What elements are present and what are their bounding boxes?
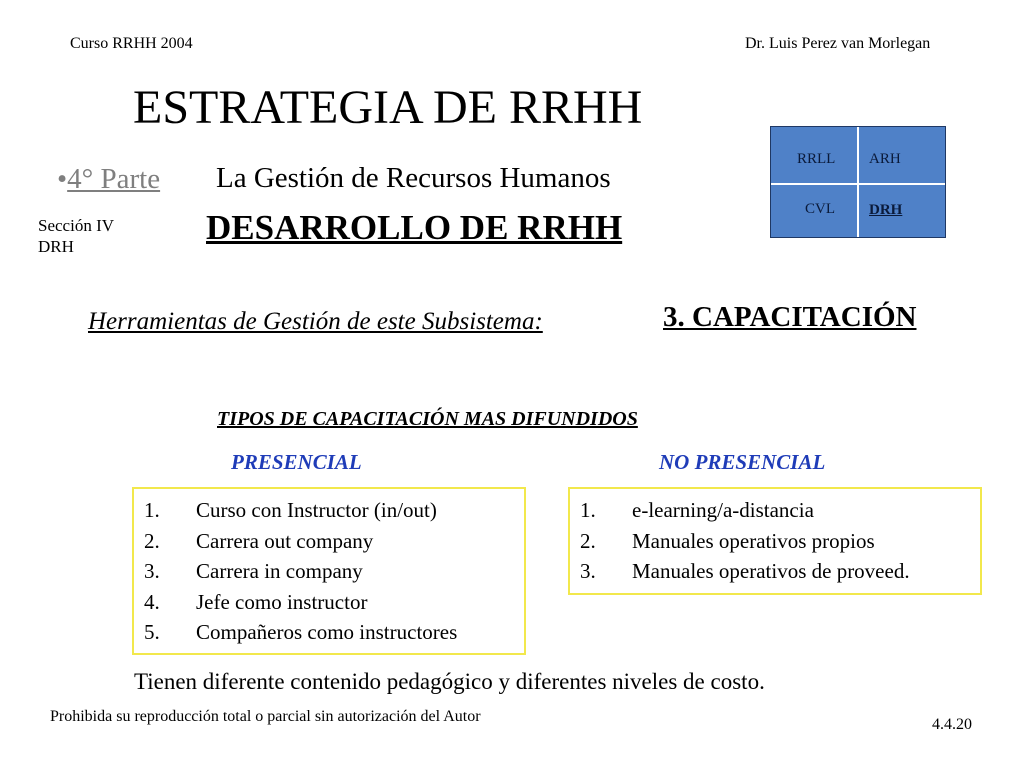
list-text: Jefe como instructor bbox=[196, 589, 368, 614]
list-text: Manuales operativos de proveed. bbox=[632, 559, 910, 583]
subsystem-matrix bbox=[770, 126, 946, 238]
matrix-cell-arh: ARH bbox=[869, 151, 901, 167]
list-item bbox=[144, 529, 524, 560]
no-presencial-heading: NO PRESENCIAL bbox=[659, 450, 826, 474]
part-label[interactable] bbox=[57, 163, 160, 196]
section-title: DESARROLLO DE RRHH bbox=[206, 208, 623, 247]
list-item bbox=[580, 559, 980, 590]
subtitle: La Gestión de Recursos Humanos bbox=[216, 162, 611, 194]
list-number: 3. bbox=[580, 559, 596, 583]
list-item bbox=[144, 620, 524, 651]
list-number: 2. bbox=[580, 528, 596, 553]
section-label bbox=[38, 215, 114, 257]
list-text: e-learning/a-distancia bbox=[632, 498, 814, 522]
list-number: 3. bbox=[144, 559, 160, 583]
section-number: Sección IV bbox=[38, 216, 115, 235]
list-text: Carrera in company bbox=[196, 559, 363, 583]
list-item bbox=[144, 559, 524, 590]
list-item bbox=[144, 498, 524, 529]
header-author: Dr. Luis Perez van Morlegan bbox=[745, 35, 931, 52]
list-number: 2. bbox=[144, 528, 160, 553]
section-code: DRH bbox=[38, 237, 74, 256]
presencial-heading: PRESENCIAL bbox=[231, 450, 362, 474]
matrix-cell-drh: DRH bbox=[869, 202, 903, 218]
header-course: Curso RRHH 2004 bbox=[70, 35, 193, 52]
list-number: 5. bbox=[144, 620, 160, 644]
copyright-notice: Prohibida su reproducción total o parcial sin autorización del Autor bbox=[50, 708, 481, 725]
matrix-divider-vertical bbox=[857, 127, 859, 237]
page-number: 4.4.20 bbox=[932, 716, 972, 733]
part-link[interactable]: 4° Parte bbox=[67, 163, 161, 195]
bullet-icon: • bbox=[57, 163, 68, 195]
list-item bbox=[580, 498, 980, 529]
matrix-divider-horizontal bbox=[771, 183, 945, 185]
list-item bbox=[580, 529, 980, 560]
list-text: Carrera out company bbox=[196, 528, 374, 553]
list-number: 4. bbox=[144, 589, 160, 614]
list-text: Curso con Instructor (in/out) bbox=[196, 498, 437, 522]
types-title: TIPOS DE CAPACITACIÓN MAS DIFUNDIDOS bbox=[217, 408, 638, 430]
matrix-cell-rrll: RRLL bbox=[797, 151, 836, 167]
footnote: Tienen diferente contenido pedagógico y diferentes niveles de costo. bbox=[134, 669, 765, 694]
list-number: 1. bbox=[580, 498, 596, 522]
list-text: Manuales operativos propios bbox=[632, 528, 875, 553]
list-text: Compañeros como instructores bbox=[196, 620, 458, 644]
list-number: 1. bbox=[144, 498, 160, 522]
slide-title: ESTRATEGIA DE RRHH bbox=[133, 81, 643, 134]
matrix-cell-cvl: CVL bbox=[805, 201, 835, 217]
tools-value: 3. CAPACITACIÓN bbox=[663, 301, 917, 333]
presencial-list bbox=[132, 487, 526, 655]
list-item bbox=[144, 590, 524, 621]
tools-label: Herramientas de Gestión de este Subsistema: bbox=[88, 308, 543, 335]
no-presencial-list bbox=[568, 487, 982, 595]
